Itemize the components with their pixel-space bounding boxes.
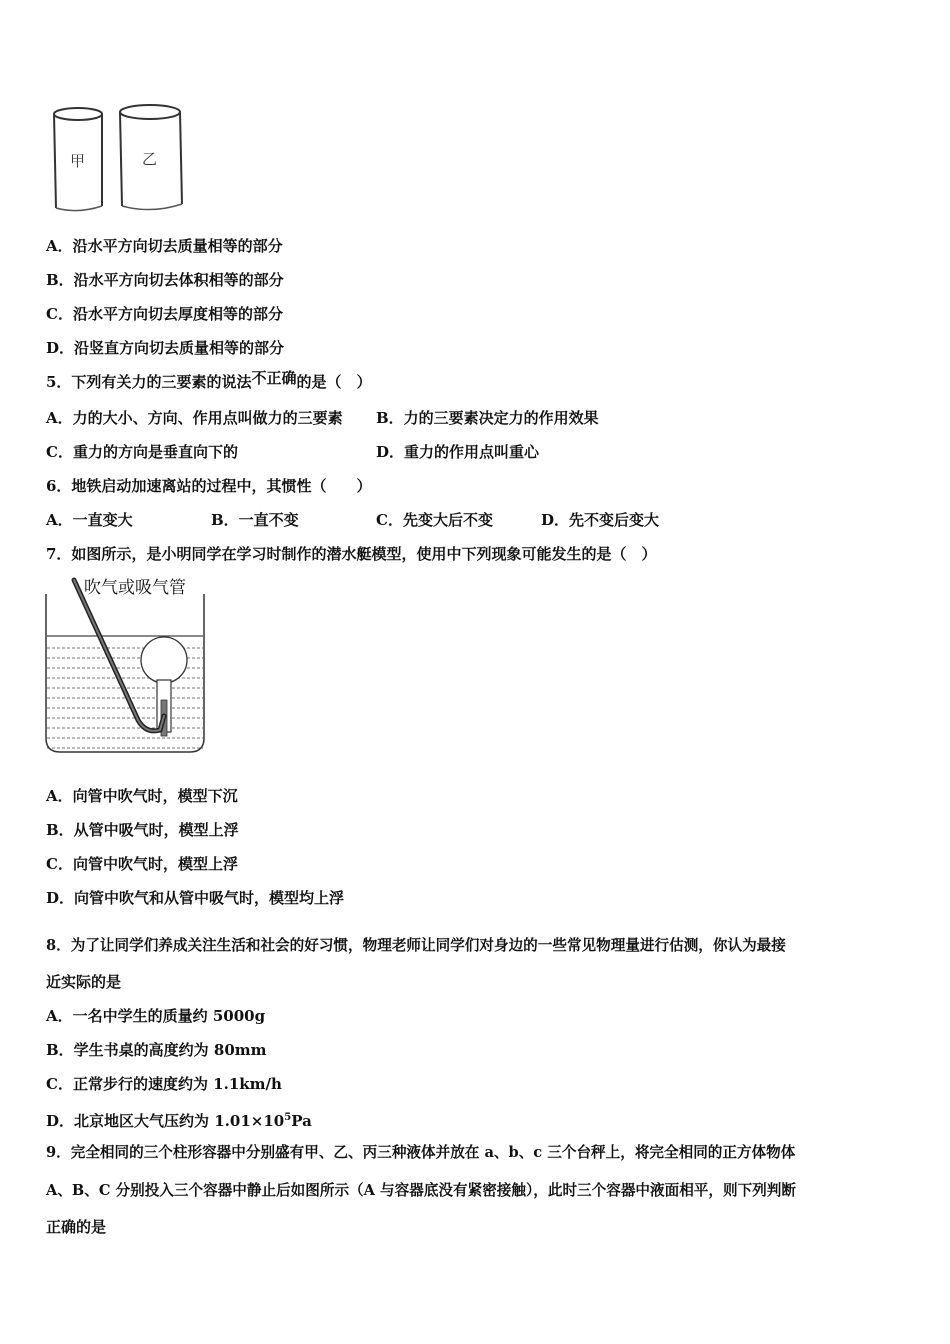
q6-option-a: A．一直变大 bbox=[46, 511, 133, 529]
q6-option-b: B．一直不变 bbox=[211, 511, 299, 529]
q4-option-d: D．沿竖直方向切去质量相等的部分 bbox=[46, 339, 285, 357]
q6-stem: 6．地铁启动加速离站的过程中，其惯性（ ） bbox=[46, 477, 372, 495]
q5-stem-end: 的是（ ） bbox=[296, 373, 372, 391]
cylinder-a-label: 甲 bbox=[70, 153, 86, 170]
q9-line3: 正确的是 bbox=[46, 1218, 107, 1236]
q8-stem-line2: 近实际的是 bbox=[46, 973, 122, 991]
q4-option-c: C．沿水平方向切去厚度相等的部分 bbox=[46, 305, 283, 323]
q5-option-d: D．重力的作用点叫重心 bbox=[376, 443, 540, 461]
cylinder-b-label: 乙 bbox=[142, 151, 158, 168]
q5-option-a: A．力的大小、方向、作用点叫做力的三要素 bbox=[46, 409, 343, 427]
q6-option-d: D．先不变后变大 bbox=[541, 511, 660, 529]
q4-option-b: B．沿水平方向切去体积相等的部分 bbox=[46, 271, 284, 289]
q8-option-d-prefix: D．北京地区大气压约为 1.01×10 bbox=[46, 1112, 285, 1130]
q7-option-a: A．向管中吹气时，模型下沉 bbox=[46, 787, 238, 805]
q5-stem bbox=[46, 369, 372, 392]
q6-option-c: C．先变大后不变 bbox=[376, 511, 493, 529]
q9-line1: 9．完全相同的三个柱形容器中分别盛有甲、乙、丙三种液体并放在 a、b、c 三个台秤上，将完全相同的正方体物体 bbox=[46, 1144, 796, 1161]
q8-option-d-unit: Pa bbox=[291, 1112, 312, 1130]
q8-option-c: C．正常步行的速度约为 1.1km/h bbox=[46, 1075, 282, 1093]
q7-option-c: C．向管中吹气时，模型上浮 bbox=[46, 855, 238, 873]
q7-stem: 7．如图所示，是小明同学在学习时制作的潜水艇模型，使用中下列现象可能发生的是（ ） bbox=[46, 545, 657, 563]
q7-option-d: D．向管中吹气和从管中吸气时，模型均上浮 bbox=[46, 889, 345, 907]
q5-option-c: C．重力的方向是垂直向下的 bbox=[46, 443, 238, 461]
q4-option-a: A．沿水平方向切去质量相等的部分 bbox=[46, 237, 283, 255]
q8-option-d-exponent: 5 bbox=[284, 1112, 292, 1123]
q8-option-a: A．一名中学生的质量约 5000g bbox=[46, 1007, 266, 1025]
q8-option-b: B．学生书桌的高度约为 80mm bbox=[46, 1041, 267, 1059]
submarine-model-figure bbox=[44, 570, 214, 760]
cylinders-figure bbox=[46, 100, 196, 220]
q5-stem-emphasis: 不正确 bbox=[251, 369, 297, 387]
q7-option-b: B．从管中吸气时，模型上浮 bbox=[46, 821, 239, 839]
tube-label: 吹气或吸气管 bbox=[84, 578, 186, 598]
q8-stem-line1: 8．为了让同学们养成关注生活和社会的好习惯，物理老师让同学们对身边的一些常见物理量进行估测，你认为最接 bbox=[46, 937, 786, 954]
q5-option-b: B．力的三要素决定力的作用效果 bbox=[376, 409, 599, 427]
q5-stem-text: 5．下列有关力的三要素的说法 bbox=[46, 373, 252, 391]
q8-option-d bbox=[46, 1108, 312, 1131]
q9-line2: A、B、C 分别投入三个容器中静止后如图所示（A 与容器底没有紧密接触），此时三个容器中液面相平，则下列判断 bbox=[46, 1182, 796, 1199]
